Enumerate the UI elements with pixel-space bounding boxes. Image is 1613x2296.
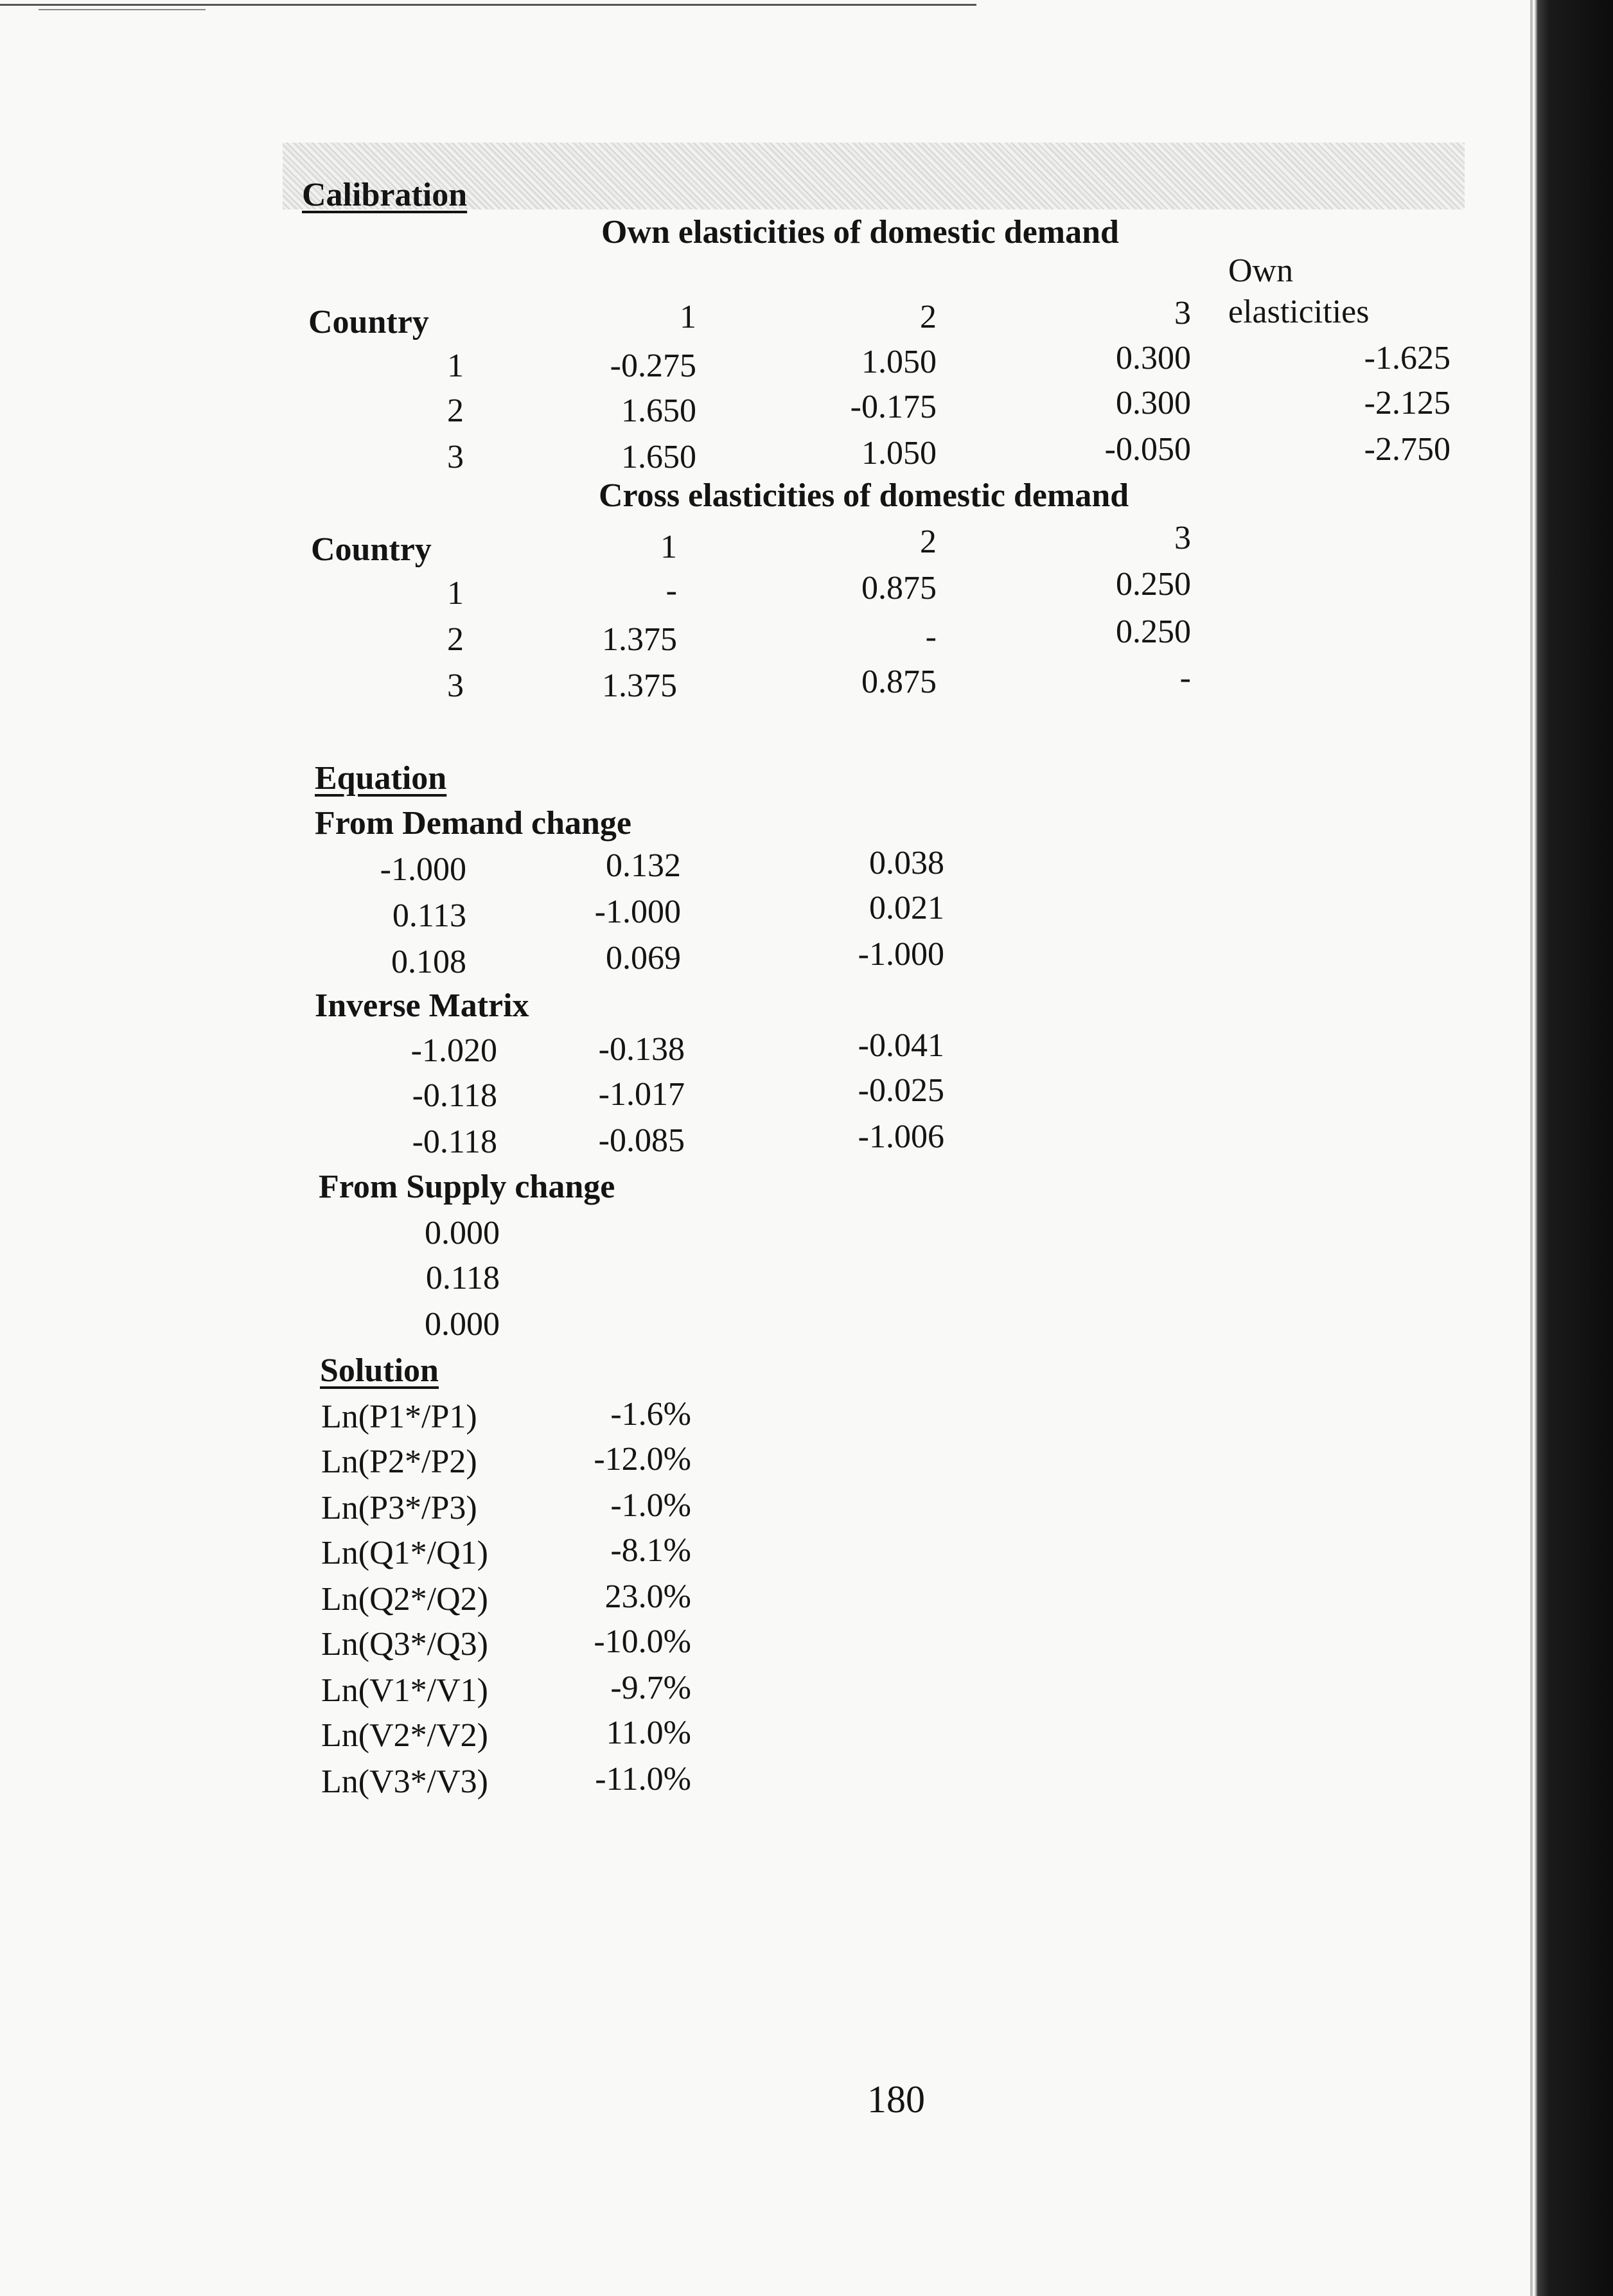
solution-value: -9.7% [610, 1670, 691, 1706]
cross-cell: - [1179, 660, 1191, 696]
cross-cell: 0.875 [861, 664, 937, 700]
binding-edge [1530, 0, 1533, 2296]
solution-label: Ln(P3*/P3) [321, 1490, 477, 1526]
own-col-header-1: 1 [680, 299, 696, 335]
supply-value: 0.000 [425, 1215, 500, 1251]
own-cell: -0.050 [1104, 431, 1191, 468]
cross-cell: 0.250 [1116, 566, 1191, 603]
demand-cell: 0.021 [869, 890, 944, 926]
cross-col-header-2: 2 [920, 524, 937, 560]
demand-cell: 0.132 [606, 847, 681, 884]
calibration-heading: Calibration [302, 177, 468, 213]
own-row-country: 2 [447, 393, 464, 429]
country-label: Country [308, 304, 429, 340]
solution-value: -1.6% [610, 1396, 691, 1433]
own-cell: 1.050 [861, 435, 937, 472]
own-elasticities-title: Own elasticities of domestic demand [601, 214, 1119, 251]
supply-value: 0.000 [425, 1306, 500, 1343]
solution-label: Ln(Q1*/Q1) [321, 1535, 488, 1571]
demand-cell: 0.108 [391, 944, 466, 980]
demand-cell: -1.000 [594, 894, 681, 930]
inverse-cell: -0.138 [598, 1031, 685, 1068]
cross-cell: - [925, 619, 937, 655]
inverse-cell: -0.085 [598, 1122, 685, 1159]
own-cell: 1.050 [861, 344, 937, 380]
demand-cell: 0.069 [606, 940, 681, 976]
cross-col-header-3: 3 [1174, 520, 1191, 556]
solution-value: 23.0% [604, 1578, 691, 1615]
solution-value: -11.0% [595, 1761, 691, 1797]
own-cell: 1.650 [621, 393, 696, 429]
own-cell: 0.300 [1116, 385, 1191, 421]
solution-value: 11.0% [606, 1715, 691, 1751]
own-cell: 1.650 [621, 439, 696, 475]
own-elasticity-value: -1.625 [1364, 340, 1450, 376]
demand-change-title: From Demand change [315, 805, 632, 842]
equation-heading: Equation [315, 760, 447, 797]
inverse-matrix-title: Inverse Matrix [315, 987, 529, 1024]
inverse-cell: -0.118 [412, 1124, 497, 1160]
own-cell: -0.175 [850, 389, 937, 425]
own-cell: -0.275 [610, 348, 696, 384]
country-label-cross: Country [311, 531, 432, 568]
own-cell: 0.300 [1116, 340, 1191, 376]
solution-label: Ln(V2*/V2) [321, 1717, 488, 1754]
solution-label: Ln(Q2*/Q2) [321, 1581, 488, 1618]
solution-label: Ln(V3*/V3) [321, 1763, 488, 1800]
solution-value: -10.0% [594, 1623, 691, 1660]
cross-row-country: 3 [447, 667, 464, 704]
own-col-header-2: 2 [920, 299, 937, 335]
solution-heading: Solution [320, 1352, 439, 1389]
own-row-country: 3 [447, 439, 464, 475]
solution-label: Ln(P1*/P1) [321, 1399, 477, 1435]
own-elasticities-side-header-line2: elasticities [1228, 294, 1370, 330]
cross-row-country: 1 [447, 575, 464, 612]
cross-cell: 1.375 [602, 667, 677, 704]
demand-cell: 0.038 [869, 845, 944, 881]
solution-label: Ln(Q3*/Q3) [321, 1626, 488, 1663]
cross-row-country: 2 [447, 621, 464, 658]
cross-col-header-1: 1 [660, 529, 677, 565]
inverse-cell: -0.118 [412, 1077, 497, 1114]
scan-top-rule-short [39, 9, 206, 10]
cross-elasticities-title: Cross elasticities of domestic demand [599, 477, 1129, 514]
demand-cell: -1.000 [380, 851, 466, 888]
inverse-cell: -0.041 [858, 1027, 944, 1064]
cross-cell: - [665, 572, 677, 609]
inverse-cell: -1.020 [410, 1032, 497, 1069]
demand-cell: 0.113 [392, 897, 466, 934]
solution-value: -12.0% [594, 1441, 691, 1478]
supply-value: 0.118 [425, 1260, 500, 1296]
book-binding-shadow [1534, 0, 1613, 2296]
solution-label: Ln(V1*/V1) [321, 1672, 488, 1709]
own-col-header-3: 3 [1174, 295, 1191, 331]
own-row-country: 1 [447, 348, 464, 384]
page-number: 180 [867, 2078, 925, 2121]
scan-top-rule [0, 4, 976, 6]
cross-cell: 0.875 [861, 570, 937, 606]
solution-value: -8.1% [610, 1532, 691, 1569]
own-elasticities-side-header-line1: Own [1228, 252, 1294, 289]
cross-cell: 0.250 [1116, 614, 1191, 650]
demand-cell: -1.000 [858, 936, 944, 973]
inverse-cell: -1.017 [598, 1076, 685, 1113]
supply-change-title: From Supply change [319, 1169, 615, 1205]
solution-label: Ln(P2*/P2) [321, 1444, 477, 1480]
solution-value: -1.0% [610, 1487, 691, 1524]
own-elasticity-value: -2.750 [1364, 431, 1450, 468]
own-elasticity-value: -2.125 [1364, 385, 1450, 421]
inverse-cell: -1.006 [858, 1118, 944, 1155]
cross-cell: 1.375 [602, 621, 677, 658]
inverse-cell: -0.025 [858, 1072, 944, 1109]
